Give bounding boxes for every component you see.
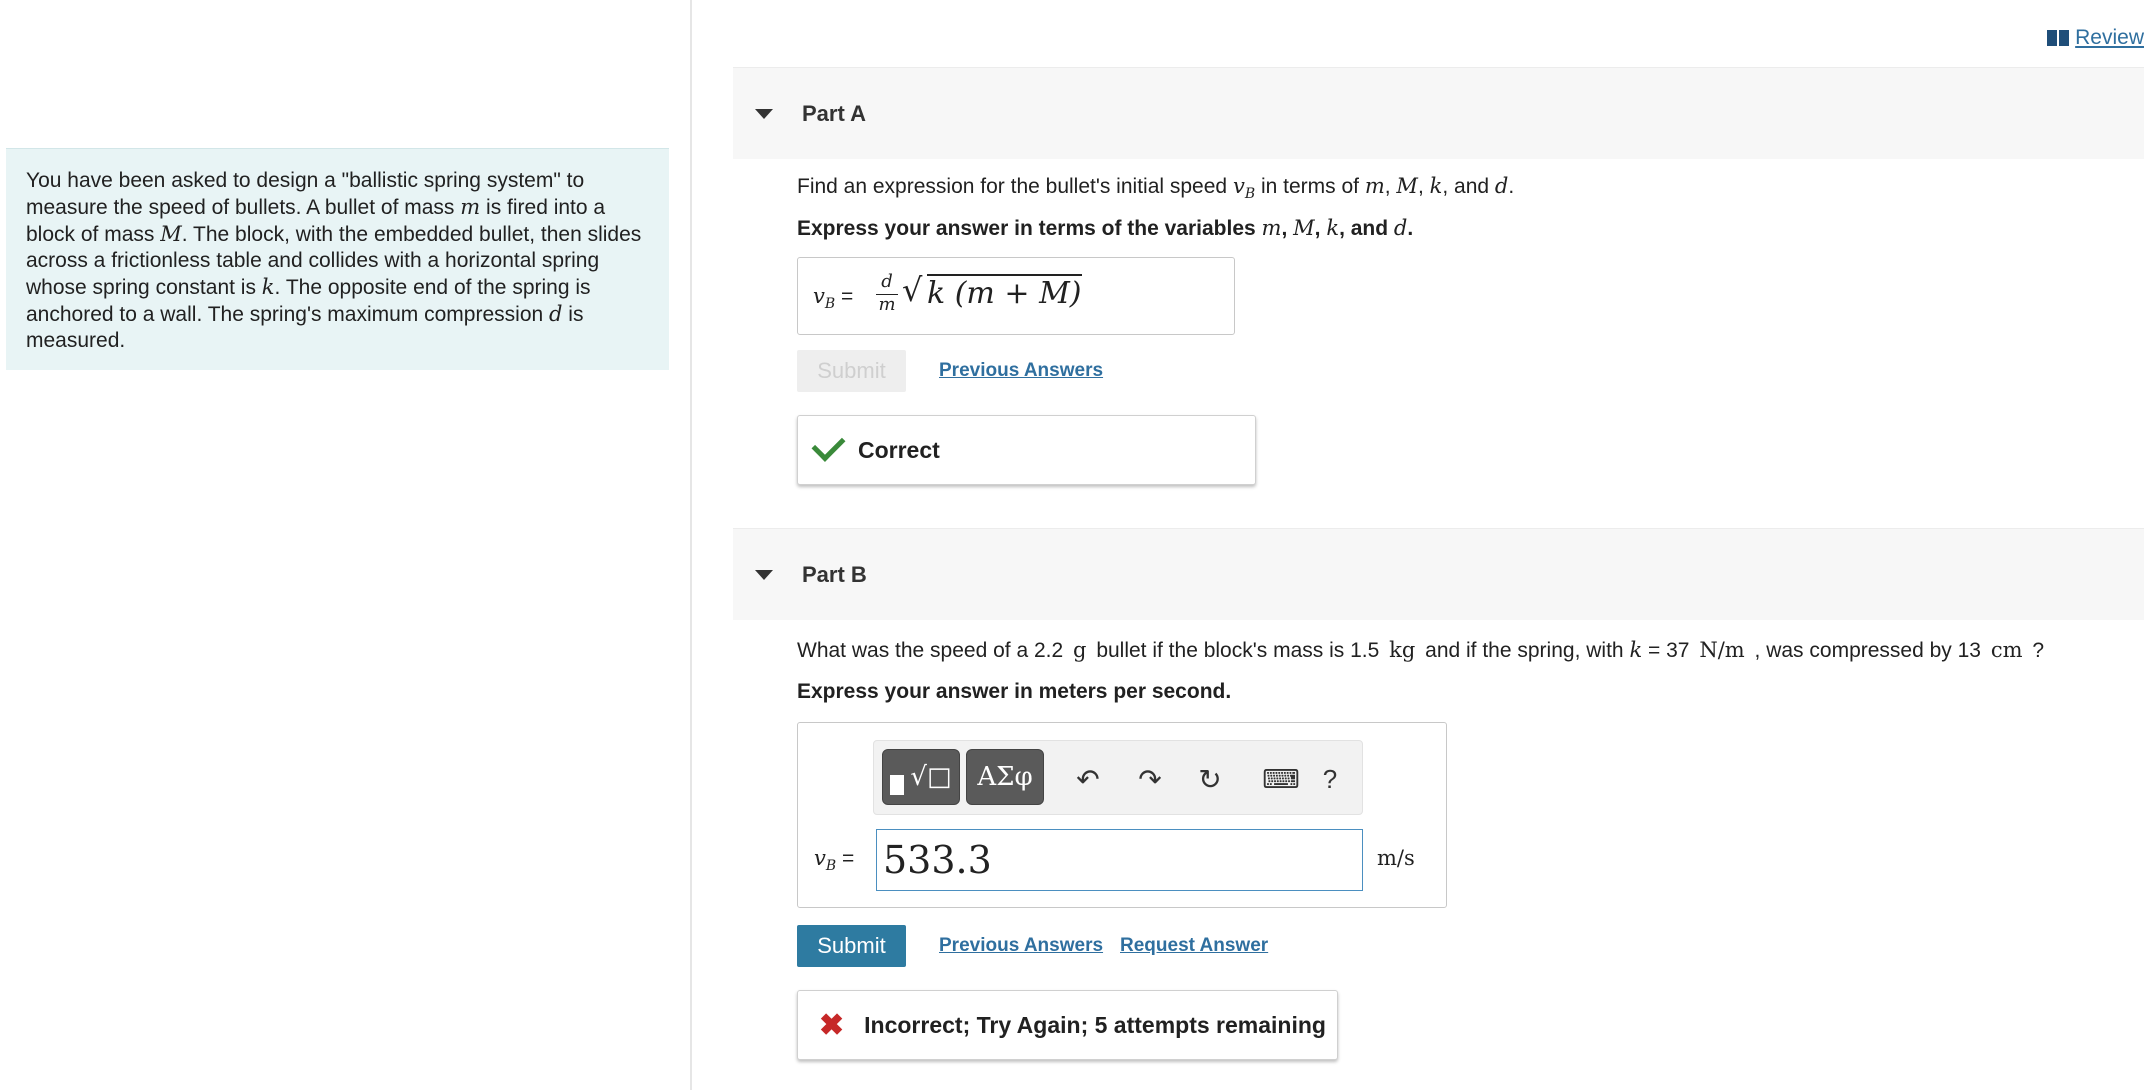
review-link-label: Review <box>2075 26 2144 49</box>
panel-divider <box>690 0 692 1090</box>
caret-down-icon <box>755 109 773 119</box>
part-b-question: What was the speed of a 2.2 g bullet if the block's mass is 1.5 kg and if the spring, with k = 37 N/m , was compressed by 13 cm ? <box>797 638 2045 662</box>
part-b-title: Part B <box>802 561 867 587</box>
part-a-feedback: Correct <box>797 415 1256 485</box>
intro-math-var: d <box>549 302 563 326</box>
part-a-answer-box <box>797 257 1235 335</box>
unit-label: m/s <box>1377 846 1415 870</box>
redo-icon[interactable]: ↷ <box>1138 763 1162 795</box>
book-icon <box>2047 30 2069 46</box>
caret-down-icon <box>755 570 773 580</box>
part-b-answer-label: $v_B$ = <box>814 846 855 875</box>
part-a-title: Part A <box>802 100 866 126</box>
intro-text: . The block, with the embedded bullet, then slides across a frictionless table and collides with a horizontal spring whose spring constant is <box>26 223 642 299</box>
part-a-previous-answers-link[interactable]: Previous Answers <box>939 360 1104 381</box>
part-b-previous-answers-link[interactable]: Previous Answers <box>939 935 1104 956</box>
intro-math-var: M <box>160 222 182 246</box>
close-x-icon: ✖ <box>819 1008 845 1042</box>
templates-icon <box>890 775 904 795</box>
undo-icon[interactable]: ↶ <box>1076 763 1100 795</box>
intro-text: is measured. <box>26 303 584 352</box>
greek-symbols-button[interactable]: ΑΣφ <box>966 749 1044 805</box>
part-a-question: Find an expression for the bullet's initial speed $v_B$ in terms of m, M, k, and d. <box>797 174 1515 203</box>
radical-icon: √□ <box>910 762 952 792</box>
intro-text: . The opposite end of the spring is anchored to a wall. The spring's maximum compression <box>26 276 591 326</box>
part-b-instruction: Express your answer in meters per second. <box>797 680 1232 703</box>
part-a-header[interactable] <box>733 67 2144 159</box>
request-answer-link[interactable]: Request Answer <box>1120 935 1269 956</box>
part-b-submit-button[interactable]: Submit <box>797 925 906 967</box>
part-a-submit-button[interactable]: Submit <box>797 350 906 392</box>
problem-intro <box>6 148 669 370</box>
templates-button[interactable] <box>882 749 960 805</box>
part-a-fraction: d m <box>876 272 898 315</box>
part-a-answer-label: $v_B$ = <box>813 284 854 313</box>
math-toolbar <box>873 740 1363 815</box>
help-button[interactable]: ? <box>1322 763 1338 794</box>
keyboard-icon[interactable]: ⌨ <box>1262 763 1300 794</box>
reset-icon[interactable]: ↻ <box>1198 763 1222 795</box>
sqrt-icon: √ <box>902 271 923 309</box>
intro-text: is fired into a block of mass <box>26 196 606 246</box>
intro-math-var: k <box>261 275 275 299</box>
part-b-feedback: ✖ Incorrect; Try Again; 5 attempts remaining <box>797 990 1338 1060</box>
answer-input[interactable]: 533.3 <box>876 829 1363 891</box>
intro-text: You have been asked to design a "ballistic spring system" to measure the speed of bullets. A bullet of mass <box>26 169 585 219</box>
review-link[interactable] <box>2047 26 2144 50</box>
part-b-header[interactable] <box>733 528 2144 620</box>
part-a-radicand: k (m + M) <box>927 276 1082 311</box>
intro-math-var: m <box>460 195 481 219</box>
part-a-instruction: Express your answer in terms of the variables m, M, k, and d. <box>797 216 1414 240</box>
checkmark-icon <box>812 427 846 461</box>
